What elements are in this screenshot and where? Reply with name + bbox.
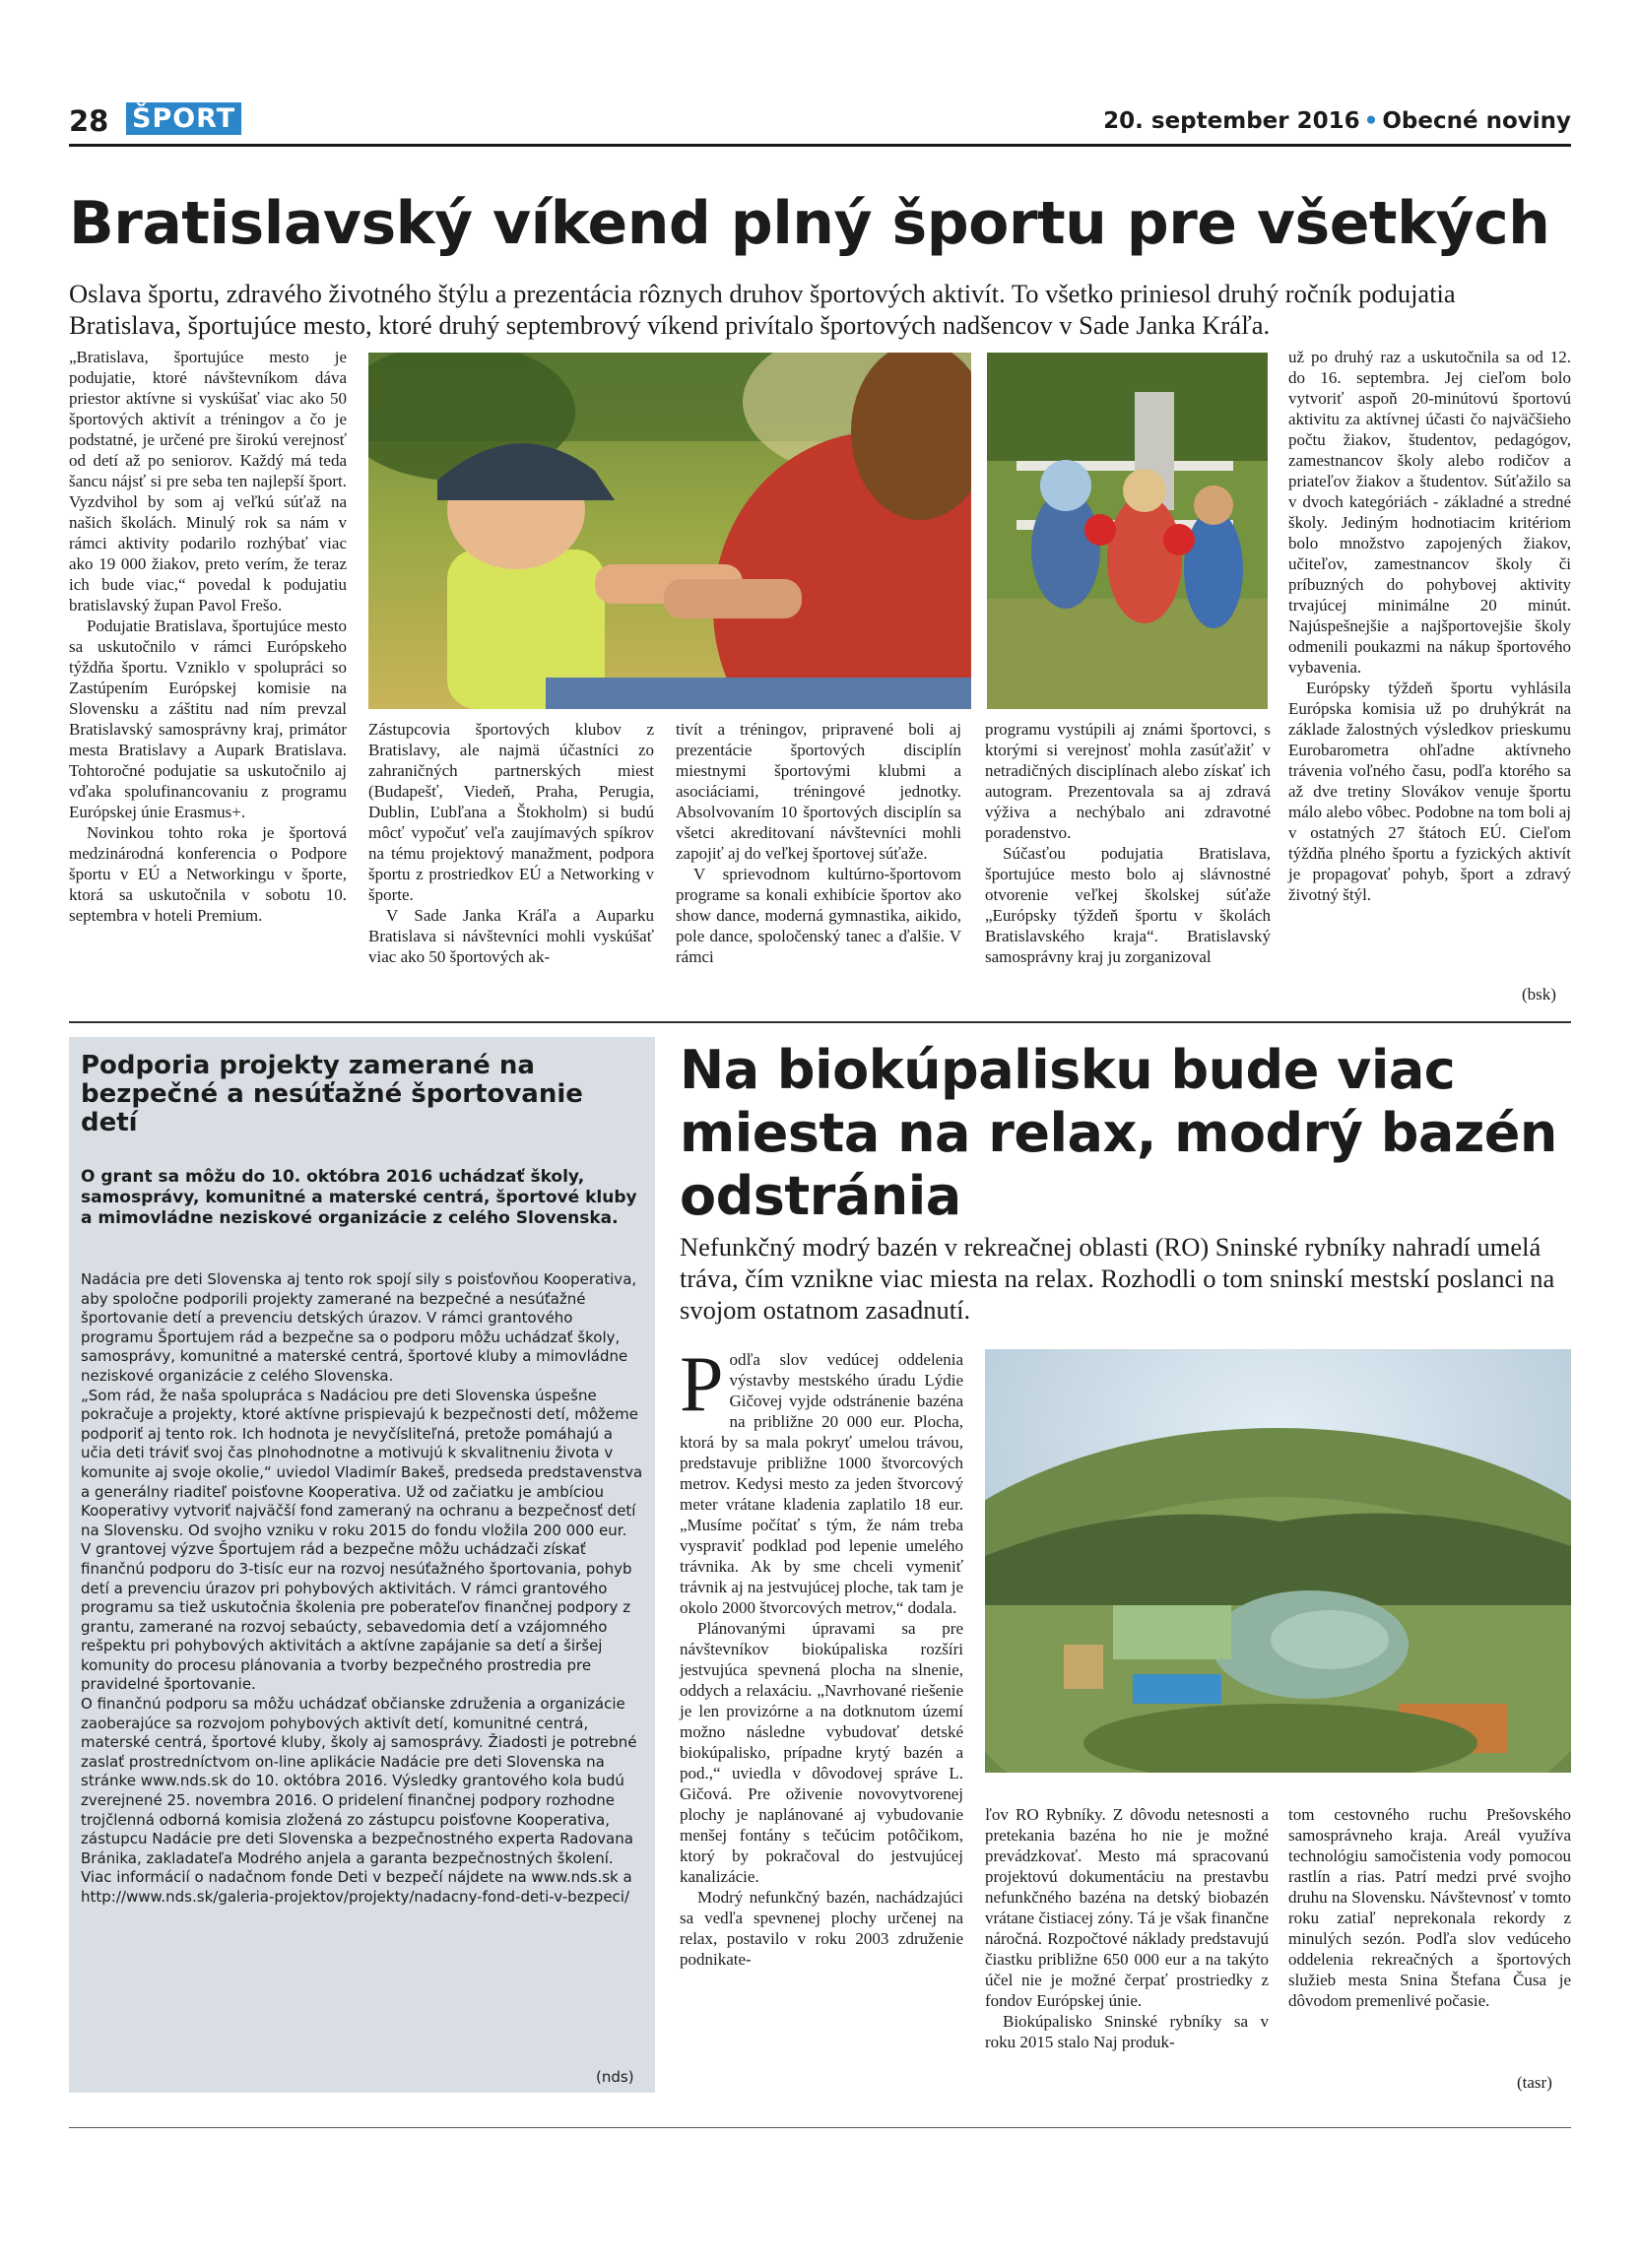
photo-arm-wrestling	[368, 353, 971, 709]
box-body	[81, 1270, 647, 1908]
page-number: 28	[69, 104, 109, 138]
paragraph: V sprievodnom kultúrno-športovom programe sa konali exhibície športov ako show dance, moderná gymnastika, aikido, pole dance, spoločenský tanec a ďalšie. V rámci	[676, 865, 961, 966]
box-paragraph: „Som rád, že naša spolupráca s Nadáciou pre deti Slovenska úspešne pokračuje a projekty, ktoré aktívne prispievajú k bezpečnosti detí, môžeme podporiť aj tento rok. Ich hodnota je nevyčísliteľná, pretože pomáhajú a učia deti tráviť svoj čas plnohodnotne a motivujú k skvalitneniu života v komunite aj svoje okolie,“ uviedol Vladimír Bakeš, predseda predstavenstva a generálny riaditeľ poisťovne Kooperativa. Už od začiatku je ambíciou Kooperativy vytvoriť najväčší fond zameraný na ochranu a bezpečnosť detí na Slovensku. Od svojho vzniku v roku 2015 do fondu vložila 200 000 eur.	[81, 1386, 643, 1539]
box-paragraph: Nadácia pre deti Slovenska aj tento rok spojí sily s poisťovňou Kooperativa, aby spoločne podporili projekty zamerané na bezpečné a nesúťažné športovanie detí a prevenciu detských úrazov. V rámci grantového programu Športujem rád a bezpečne sa o podporu môžu uchádzať školy, samosprávy, komunitné a materské centrá, športové kluby a mimovládne neziskové organizácie z celého Slovenska.	[81, 1270, 637, 1385]
issue-separator: •	[1363, 108, 1379, 134]
article1-column-3	[676, 719, 961, 967]
article2-column-3	[1288, 1804, 1571, 2011]
paragraph: Plánovanými úpravami sa pre návštevníkov biokúpaliska rozšíri jestvujúca spevnená plocha na slnenie, oddych a relaxáciu. „Navrhované riešenie je len provizórne a na dotknutom území možno následne vybudovať detské biokúpalisko, prípadne krytý bazén a pod.,“ uviedla v dôvodovej správe L. Gičová. Pre oživenie novovytvorenej plochy je naplánované aj vybudovanie menšej fontány s tečúcim potôčikom, ktorý by pokračoval do jestvujúcej kanalizácie.	[680, 1619, 963, 1886]
box-paragraph: Viac informácií o nadačnom fonde Deti v bezpečí nájdete na www.nds.sk a http://www.nds.sk/galeria-projektov/projekty/nadacny-fond-deti-v-bezpeci/	[81, 1868, 632, 1906]
page-bottom-rule	[69, 2127, 1571, 2128]
photo-kids-boxing	[987, 353, 1268, 709]
drop-cap: P	[680, 1341, 724, 1428]
section-label: ŠPORT	[126, 102, 241, 135]
box-signature: (nds)	[596, 2068, 634, 2086]
paragraph: ľov RO Rybníky. Z dôvodu netesnosti a pretekania bazéna ho nie je možné prevádzkovať. Mesto má spracovanú projektovú dokumentáciu na prestavbu nefunkčného bazéna na detský biobazén vrátane čistiacej zóny. Tá je však finančne náročná. Rozpočtové náklady predstavujú čiastku približne 650 000 eur a na takýto účel nie je možné čerpať prostriedky z fondov Európskej únie.	[985, 1805, 1269, 2010]
article1-signature: (bsk)	[1522, 985, 1556, 1004]
publication-name: Obecné noviny	[1382, 108, 1571, 134]
box-paragraph: O finančnú podporu sa môžu uchádzať občianske združenia a organizácie zaoberajúce sa rozvojom pohybových aktivít detí, komunitné centrá, materské centrá, športové kluby, školy aj samosprávy. Žiadosti je potrebné zaslať prostredníctvom on-line aplikácie Nadácie pre deti Slovenska na stránke www.nds.sk do 10. októbra 2016. Výsledky grantového kola budú zverejnené 25. novembra 2016. O pridelení finančnej podpory rozhodne trojčlenná odborná komisia zložená zo zástupcu poisťovne Kooperativa, zástupcu Nadácie pre deti Slovenska a bezpečnostného experta Radovana Bránika, zakladateľa Modrého anjela a garanta bezpečnostných školení.	[81, 1695, 637, 1867]
box-title: Podporia projekty zamerané na bezpečné a nesúťažné športovanie detí	[81, 1051, 583, 1137]
article1-column-4	[985, 719, 1271, 967]
paragraph: už po druhý raz a uskutočnila sa od 12. do 16. septembra. Jej cieľom bolo vytvoriť aspoň 20-minútovú športovú aktivitu za aktívnej účasti čo najväčšieho počtu žiakov, študentov, pedagógov, zamestnancov školy alebo rodičov a priateľov žiakov a študentov. Súťažilo sa v dvoch kategóriách - základné a stredné školy. Jediným hodnotiacim kritériom bolo množstvo zapojených žiakov, učiteľov, zamestnancov školy či príbuzných do pohybovej aktivity trvajúcej minimálne 20 minút. Najúspešnejšie a najšportovejšie školy odmenili poukazmi na nákup športového vybavenia.	[1288, 348, 1571, 677]
article2-signature: (tasr)	[1517, 2073, 1552, 2092]
section-divider	[69, 1021, 1571, 1023]
paragraph: Biokúpalisko Sninské rybníky sa v roku 2015 stalo Naj produk-	[985, 2012, 1269, 2051]
paragraph: programu vystúpili aj známi športovci, s ktorými si verejnosť mohla zasúťažiť v netradičných disciplínach alebo získať ich autogram. Prezentovala sa aj zdravá výživa a nechýbalo ani zdravotné poradenstvo.	[985, 720, 1271, 842]
article2-lead: Nefunkčný modrý bazén v rekreačnej oblasti (RO) Sninské rybníky nahradí umelá tráva, čím vznikne viac miesta na relax. Rozhodli o tom sninskí mestskí poslanci na svojom ostatnom zasadnutí.	[680, 1232, 1555, 1325]
header-rule	[69, 144, 1571, 147]
box-paragraph: V grantovej výzve Športujem rád a bezpečne môžu uchádzači získať finančnú podporu do 3-tisíc eur na rozvoj nesúťažného športovania, pohyb detí a prevenciu úrazov pri pohybových aktivitách. V rámci grantového programu sa tiež uskutočnia školenia pre poberateľov finančnej podpory z grantu, zamerané na rozvoj sebaúcty, sebavedomia detí a vzájomného rešpektu pri pohybových aktivitách a aktívne zapájanie sa detí a širšej komunity do procesu plánovania a tvorby bezpečného prostredia pre pravidelné športovanie.	[81, 1540, 632, 1694]
photo-aerial-biopool	[985, 1349, 1571, 1773]
paragraph: Novinkou tohto roka je športová medzinárodná konferencia o Podpore športu v EÚ a Networkingu v športe, ktorá sa uskutočnila v sobotu 10. septembra v hoteli Premium.	[69, 823, 347, 925]
article2-column-1	[680, 1341, 963, 1970]
box-lead: O grant sa môžu do 10. októbra 2016 uchádzať školy, samosprávy, komunitné a materské centrá, športové kluby a mimovládne neziskové organizácie z celého Slovenska.	[81, 1167, 637, 1228]
paragraph-text: odľa slov vedúcej oddelenia výstavby mestského úradu Lýdie Gičovej vyjde odstránenie bazéna na približne 20 000 eur. Plocha, ktorá by sa mala pokryť umelou trávou, predstavuje približne 1000 štvorcových metrov. Kedysi mesto za jeden štvorcový meter vrátane kladenia zaplatilo 18 eur. „Musíme počítať s tým, že nám treba vyspraviť podklad pod lepenie umelého trávnika. Ak by sme chceli vymeniť trávnik aj na jestvujúcej ploche, tak tam je okolo 2000 štvorcových metrov,“ dodala.	[680, 1350, 963, 1617]
paragraph: tivít a tréningov, pripravené boli aj prezentácie športových disciplín miestnymi športovými klubmi a asociáciami, tréningové jednotky. Absolvovaním 10 športových disciplín sa všetci akreditovaní návštevníci mohli zapojiť aj do veľkej športovej súťaže.	[676, 720, 961, 863]
paragraph: Zástupcovia športových klubov z Bratislavy, ale najmä účastníci zo zahraničných partnerských miest (Budapešť, Viedeň, Praha, Perugia, Dublin, Ľubľana a Štokholm) si budú môcť vypočuť veľa zaujímavých spíkrov na tému projektový manažment, podpora športu z prostriedkov EÚ a Networking v športe.	[368, 720, 654, 904]
article1-lead: Oslava športu, zdravého životného štýlu a prezentácia rôznych druhov športových aktivít. To všetko priniesol druhý ročník podujatia Bratislava, športujúce mesto, ktoré druhý septembrový víkend privítalo športových nadšencov v Sade Janka Kráľa.	[69, 279, 1456, 340]
article1-column-5	[1288, 347, 1571, 905]
article2-headline: Na biokúpalisku bude viac miesta na relax, modrý bazén odstránia	[680, 1039, 1557, 1227]
paragraph: Modrý nefunkčný bazén, nachádzajúci sa vedľa spevnenej plochy určenej na relax, postavilo v roku 2003 združenie podnikate-	[680, 1888, 963, 1969]
article1-column-1	[69, 347, 347, 926]
paragraph: Súčasťou podujatia Bratislava, športujúce mesto bolo aj slávnostné otvorenie veľkej školskej súťaže „Európsky týždeň športu v školách Bratislavského kraja“. Bratislavský samosprávny kraj ju zorganizoval	[985, 844, 1271, 966]
paragraph: Podujatie Bratislava, športujúce mesto sa uskutočnilo v rámci Európskeho týždňa športu. Vzniklo v spolupráci so Zastúpením Európskej komisie na Slovensku a záštitu nad ním prevzal Bratislavský samosprávny kraj, primátor mesta Bratislavy a Aupark Bratislava. Tohtoročné podujatie sa uskutočnilo aj vďaka spolufinancovaniu z programu Európskej únie Erasmus+.	[69, 616, 347, 821]
paragraph: Európsky týždeň športu vyhlásila Európska komisia už po druhýkrát na základe žalostných výsledkov prieskumu Eurobarometra ohľadne aktívneho trávenia voľného času, podľa ktorého sa až dve tretiny Slovákov venuje športu málo alebo vôbec. Podobne na tom boli aj v ostatných 27 štátoch EÚ. Cieľom týždňa plného športu a fyzických aktivít je propagovať pohyb, šport a zdravý životný štýl.	[1288, 679, 1571, 904]
paragraph: „Bratislava, športujúce mesto je podujatie, ktoré návštevníkom dáva priestor aktívne si vyskúšať viac ako 50 športových aktivít a tréningov a čo je podstatné, je určené pre širokú verejnosť od detí až po seniorov. Každý má teda šancu nájsť si pre seba ten najlepší šport. Vyzdvihol by som aj veľkú súťaž na našich školách. Minulý rok sa nám v rámci aktivity podarilo rozhýbať viac ako 19 000 žiakov, preto verím, že teraz ich bude viac,“ povedal k podujatiu bratislavský župan Pavol Frešo.	[69, 348, 347, 615]
paragraph: tom cestovného ruchu Prešovského samosprávneho kraja. Areál využíva technológiu samočistenia vody pomocou rastlín a rias. Patrí medzi prvé svojho druhu na Slovensku. Návštevnosť v tomto roku zatiaľ neprekonala rekordy z minulých sezón. Podľa slov vedúceho oddelenia rekreačných a športových služieb mesta Snina Štefana Čusa je dôvodom premenlivé počasie.	[1288, 1805, 1571, 2010]
article1-column-2	[368, 719, 654, 967]
issue-date: 20. september 2016	[1103, 108, 1360, 134]
paragraph: V Sade Janka Kráľa a Auparku Bratislava si návštevníci mohli vyskúšať viac ako 50 športových ak-	[368, 906, 654, 966]
paragraph	[680, 1341, 963, 1618]
article2-column-2	[985, 1804, 1269, 2052]
article1-headline: Bratislavský víkend plný športu pre všetkých	[69, 189, 1550, 258]
issue-info	[1103, 108, 1571, 134]
